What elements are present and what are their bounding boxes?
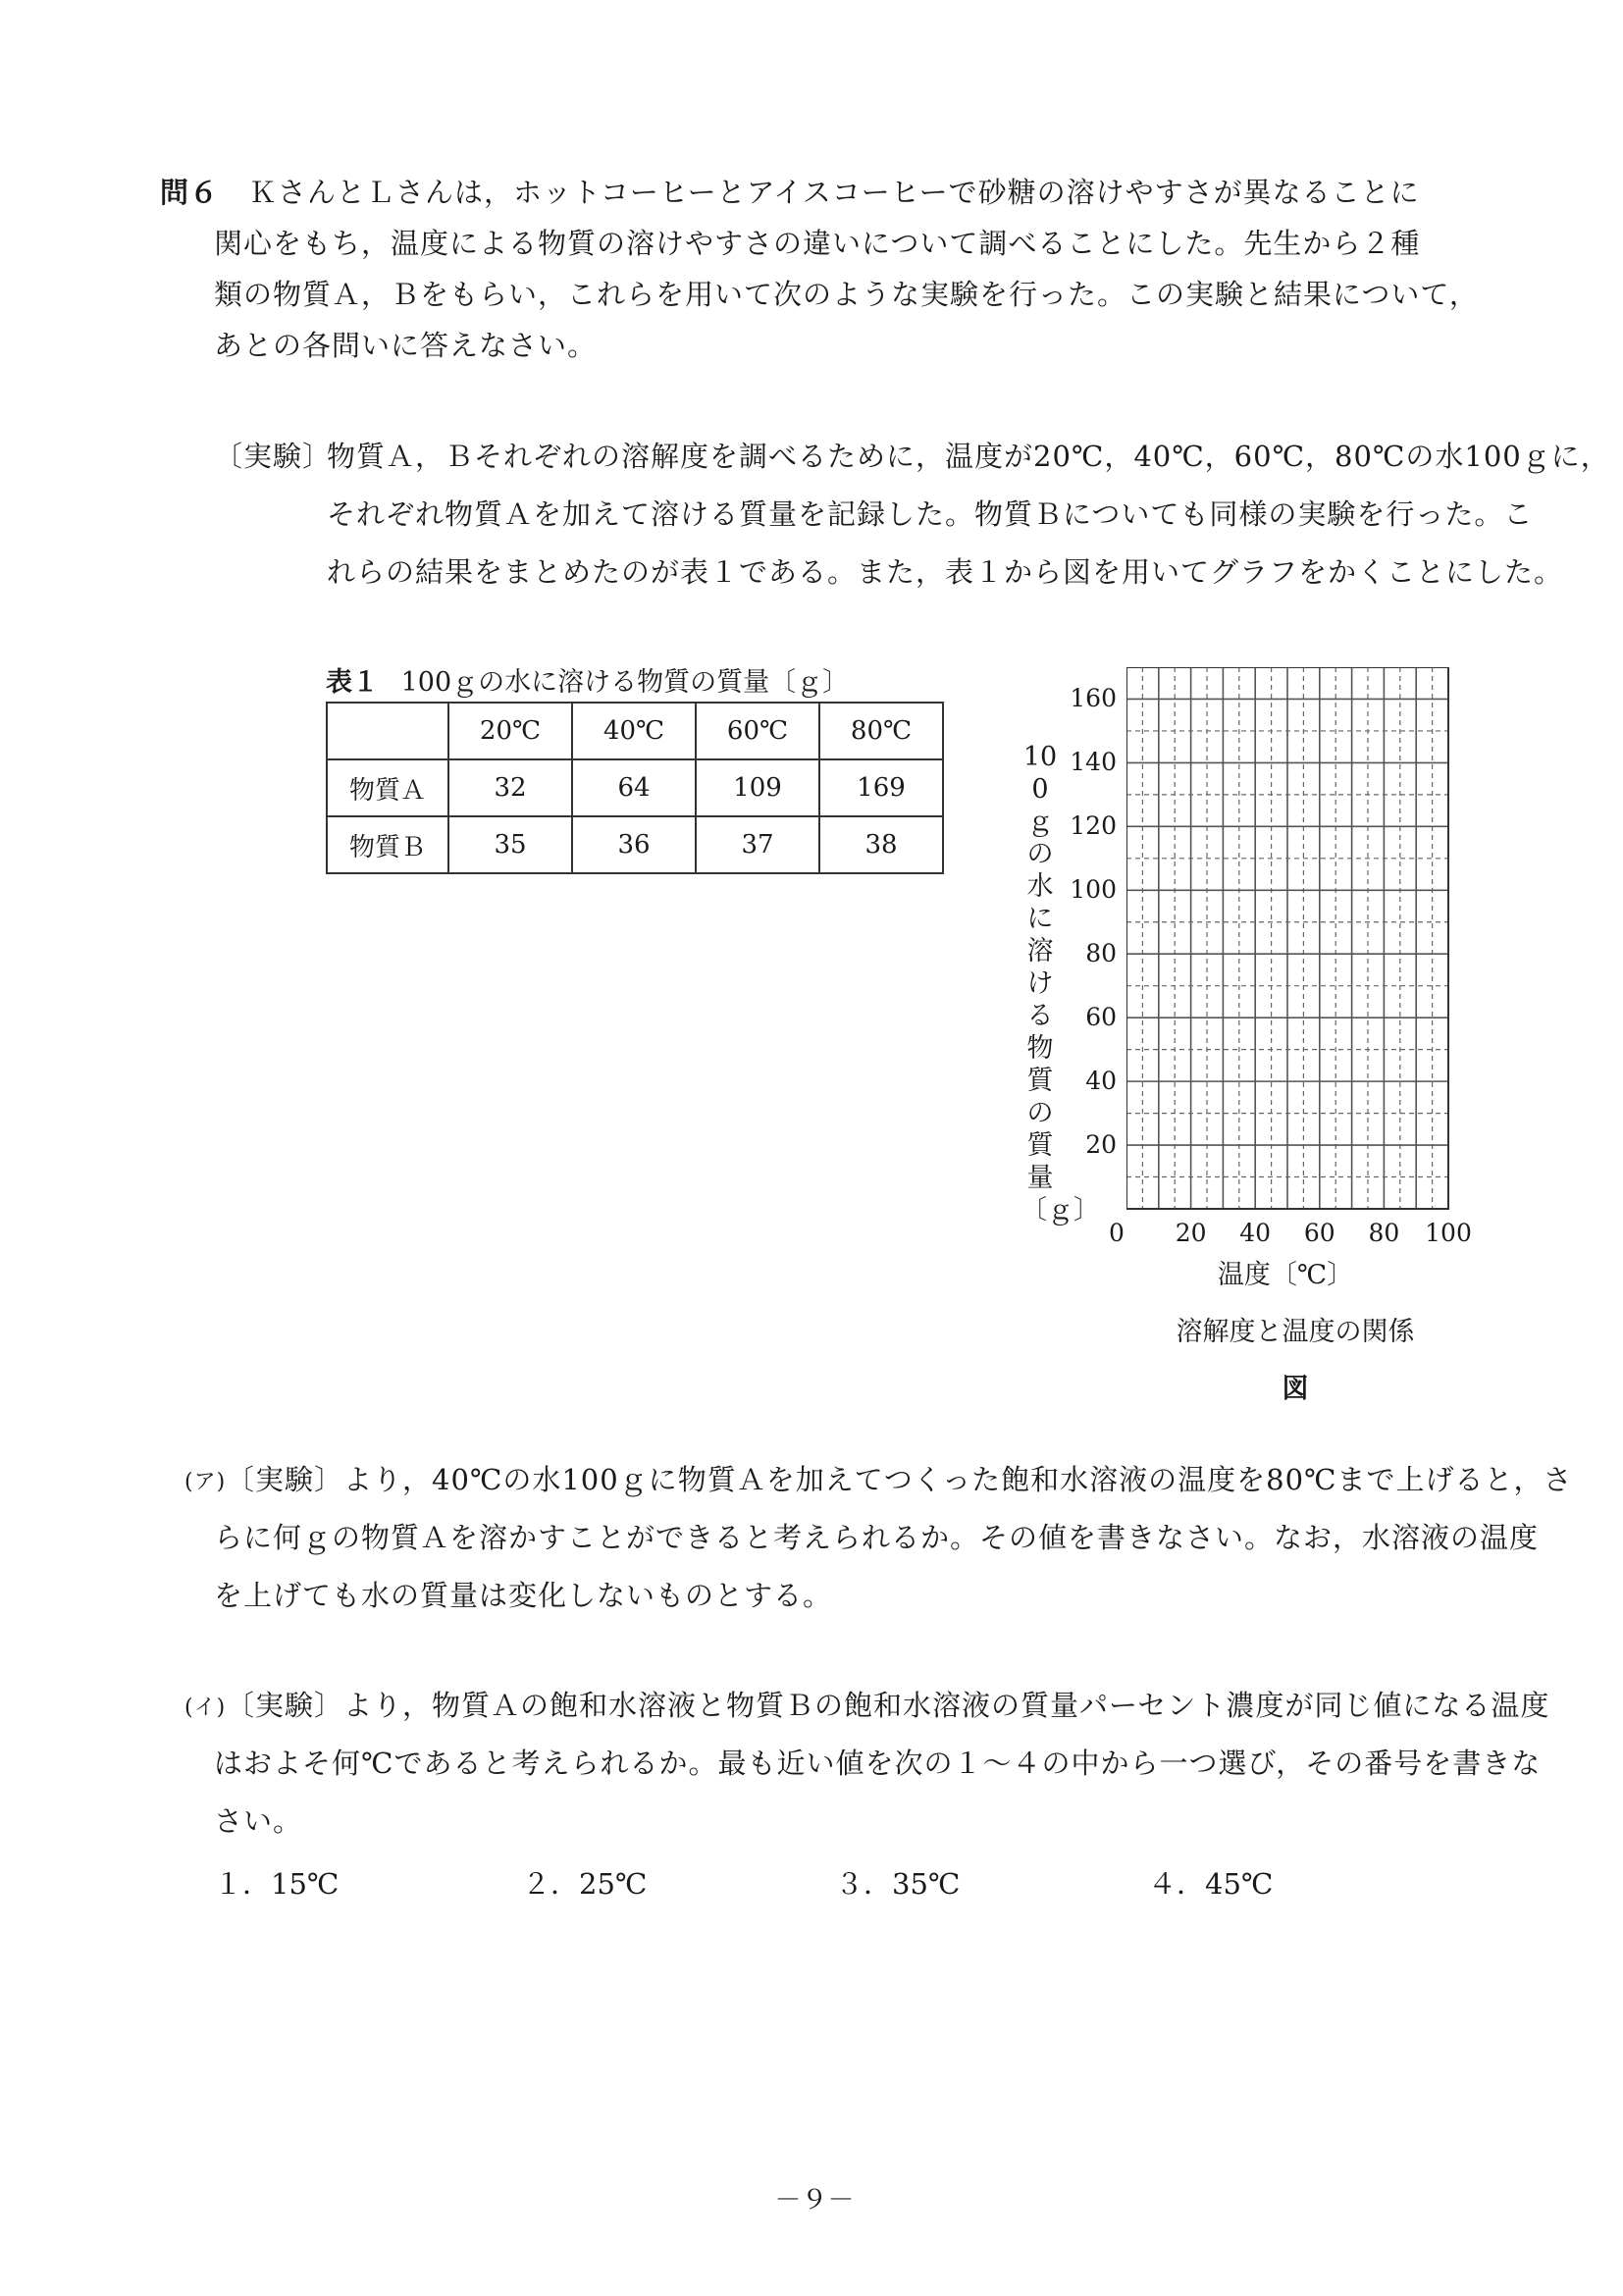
sub-a-line: 〔実験〕より，40℃の水100ｇに物質Ａを加えてつくった飽和水溶液の温度を80℃まで上げると，さ [226, 1463, 1573, 1496]
y-tick-label: 160 [1070, 684, 1117, 713]
choice-1: １．15℃ [214, 1867, 340, 1901]
experiment-label: 〔実験〕 [214, 440, 333, 473]
sub-b-line: 〔実験〕より，物質Ａの飽和水溶液と物質Ｂの飽和水溶液の質量パーセント濃度が同じ値になる温度 [226, 1689, 1550, 1722]
chart-ylabel: 100ｇの水に溶ける物質の質量〔ｇ〕 [1021, 742, 1100, 1226]
chart-title: 溶解度と温度の関係 [1176, 1317, 1415, 1347]
y-tick-label: 120 [1070, 811, 1117, 841]
question-number: 問６ [160, 176, 220, 209]
sub-a-line: を上げても水の質量は変化しないものとする。 [214, 1579, 833, 1612]
x-tick-label: 20 [1175, 1219, 1207, 1247]
table-cell: 36 [572, 816, 696, 873]
table-header-cell: 40℃ [572, 703, 696, 759]
x-tick-label: 60 [1303, 1219, 1335, 1247]
x-tick-label: 100 [1425, 1219, 1472, 1247]
experiment-line: 物質Ａ，Ｂそれぞれの溶解度を調べるために，温度が20℃，40℃，60℃，80℃の水100ｇに， [327, 440, 1610, 473]
table-caption [326, 660, 849, 699]
table-header-row [327, 703, 943, 759]
intro-line: ＫさんとＬさんは，ホットコーヒーとアイスコーヒーで砂糖の溶けやすさが異なることに [248, 176, 1420, 209]
solubility-table [326, 702, 944, 874]
x-tick-label: 40 [1239, 1219, 1272, 1247]
table-cell: 109 [696, 759, 819, 816]
y-tick-label: 100 [1070, 875, 1117, 905]
chart-xlabel: 温度〔℃〕 [1217, 1260, 1354, 1290]
x-tick-label: 0 [1109, 1219, 1125, 1247]
choice-2: ２．25℃ [522, 1867, 648, 1901]
y-tick-label: 80 [1085, 939, 1117, 968]
figure-label: 図 [1282, 1374, 1309, 1404]
table-header-cell: 80℃ [819, 703, 943, 759]
table-cell: 169 [819, 759, 943, 816]
table-cell: 38 [819, 816, 943, 873]
experiment-line: れらの結果をまとめたのが表１である。また，表１から図を用いてグラフをかくことにした。 [327, 555, 1564, 589]
grid-lines [1126, 667, 1448, 1209]
table-row [327, 816, 943, 873]
table-row [327, 759, 943, 816]
table-cell: 32 [448, 759, 572, 816]
table-cell: 37 [696, 816, 819, 873]
intro-line: あとの各問いに答えなさい。 [214, 329, 598, 362]
choice-3: ３．35℃ [835, 1867, 961, 1901]
table-row-label: 物質Ａ [327, 759, 448, 816]
intro-line: 類の物質Ａ，Ｂをもらい，これらを用いて次のような実験を行った。この実験と結果について， [214, 278, 1479, 311]
x-tick-label: 80 [1368, 1219, 1400, 1247]
y-tick-label: 40 [1085, 1067, 1117, 1096]
sub-b-label: (イ) [184, 1696, 227, 1720]
table-cell: 64 [572, 759, 696, 816]
y-tick-label: 60 [1085, 1003, 1117, 1032]
solubility-graph-grid [1126, 667, 1460, 1217]
sub-b-line: はおよそ何℃であると考えられるか。最も近い値を次の１～４の中から一つ選び，その番号を書きな [214, 1747, 1542, 1780]
sub-a-line: らに何ｇの物質Ａを溶かすことができると考えられるか。その値を書きなさい。なお，水溶液の温度 [214, 1521, 1540, 1554]
sub-b-line: さい。 [214, 1804, 303, 1838]
choice-4: ４．45℃ [1148, 1867, 1274, 1901]
table-number: 表１ [326, 667, 379, 698]
intro-line: 関心をもち，温度による物質の溶けやすさの違いについて調べることにした。先生から２種 [214, 227, 1421, 260]
table-corner-cell [327, 703, 448, 759]
table-header-cell: 60℃ [696, 703, 819, 759]
experiment-line: それぞれ物質Ａを加えて溶ける質量を記録した。物質Ｂについても同様の実験を行った。こ [327, 497, 1534, 531]
table-caption-text: 100ｇの水に溶ける物質の質量〔ｇ〕 [400, 667, 850, 698]
sub-a-label: (ア) [184, 1470, 227, 1494]
y-tick-label: 140 [1070, 748, 1117, 777]
table-cell: 35 [448, 816, 572, 873]
table-header-cell: 20℃ [448, 703, 572, 759]
page-number: －９－ [774, 2185, 855, 2216]
table-row-label: 物質Ｂ [327, 816, 448, 873]
y-tick-label: 20 [1085, 1130, 1117, 1160]
